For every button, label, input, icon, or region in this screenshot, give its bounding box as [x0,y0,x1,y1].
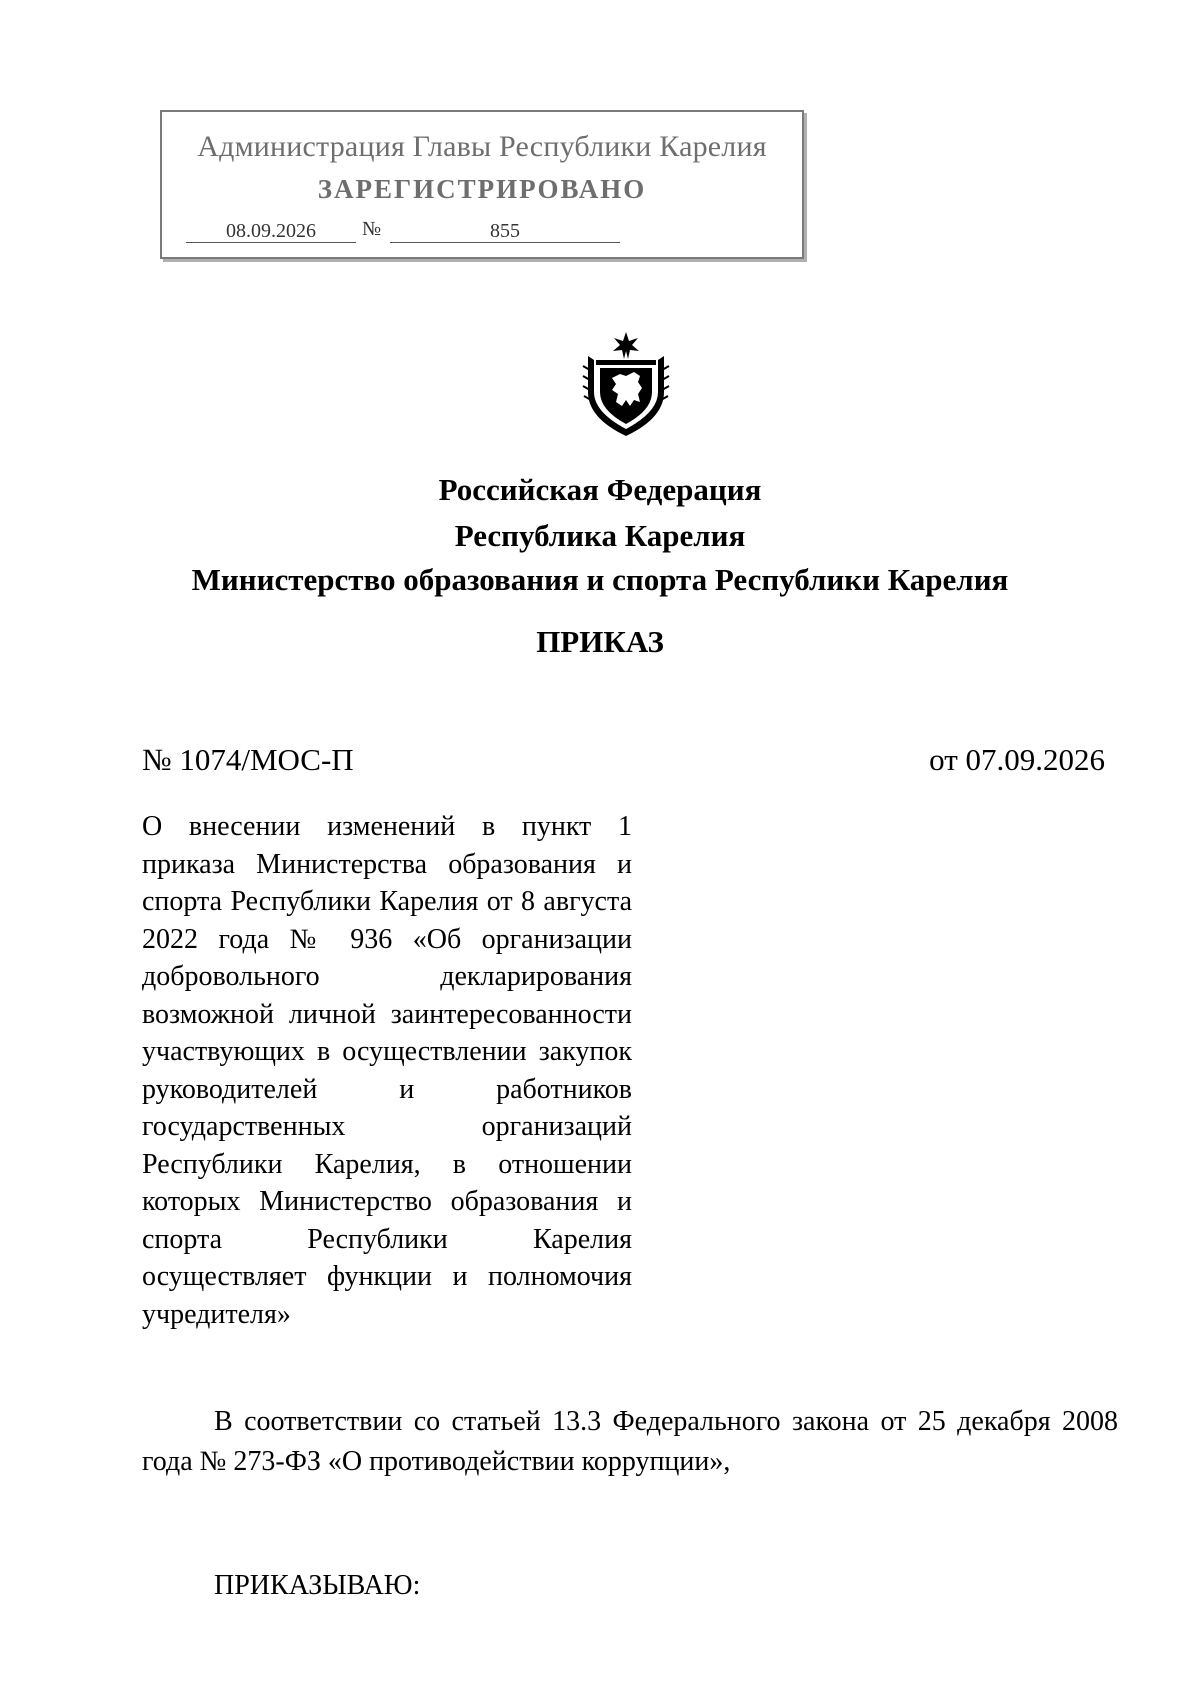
order-number: № 1074/МОС-П [142,742,354,777]
karelia-coat-of-arms-icon [582,330,670,440]
stamp-organization: Администрация Главы Республики Карелия [197,130,767,163]
order-date: от 07.09.2026 [929,742,1105,777]
legal-basis-paragraph: В соответствии со статьей 13.3 Федерального закона от 25 декабря 2008 года № 273-ФЗ «О противодействии коррупции», [142,1406,1118,1477]
republic-heading: Республика Карелия [454,518,746,553]
ministry-heading: Министерство образования и спорта Республики Карелия [191,562,1009,597]
stamp-date: 08.09.2026 [186,220,356,243]
stamp-status: ЗАРЕГИСТРИРОВАНО [317,174,647,204]
stamp-number: 855 [390,220,620,243]
directive-word: ПРИКАЗЫВАЮ: [214,1570,421,1601]
country-heading: Российская Федерация [438,472,762,507]
registration-stamp [160,110,804,259]
order-subject: О внесении изменений в пункт 1 приказа Министерства образования и спорта Республики Карелия от 8 августа 2022 года № 936 «Об организации добровольного декларирования возможной личной заинтересованности участвующих в осуществлении закупок руководителей и работников государственных организаций Республики Карелия, в отношении которых Министерство образования и спорта Республики Карелия осуществляет функции и полномочия учредителя» [142,811,632,1330]
document-type-heading: ПРИКАЗ [536,624,664,659]
stamp-number-sign: № [362,218,382,240]
